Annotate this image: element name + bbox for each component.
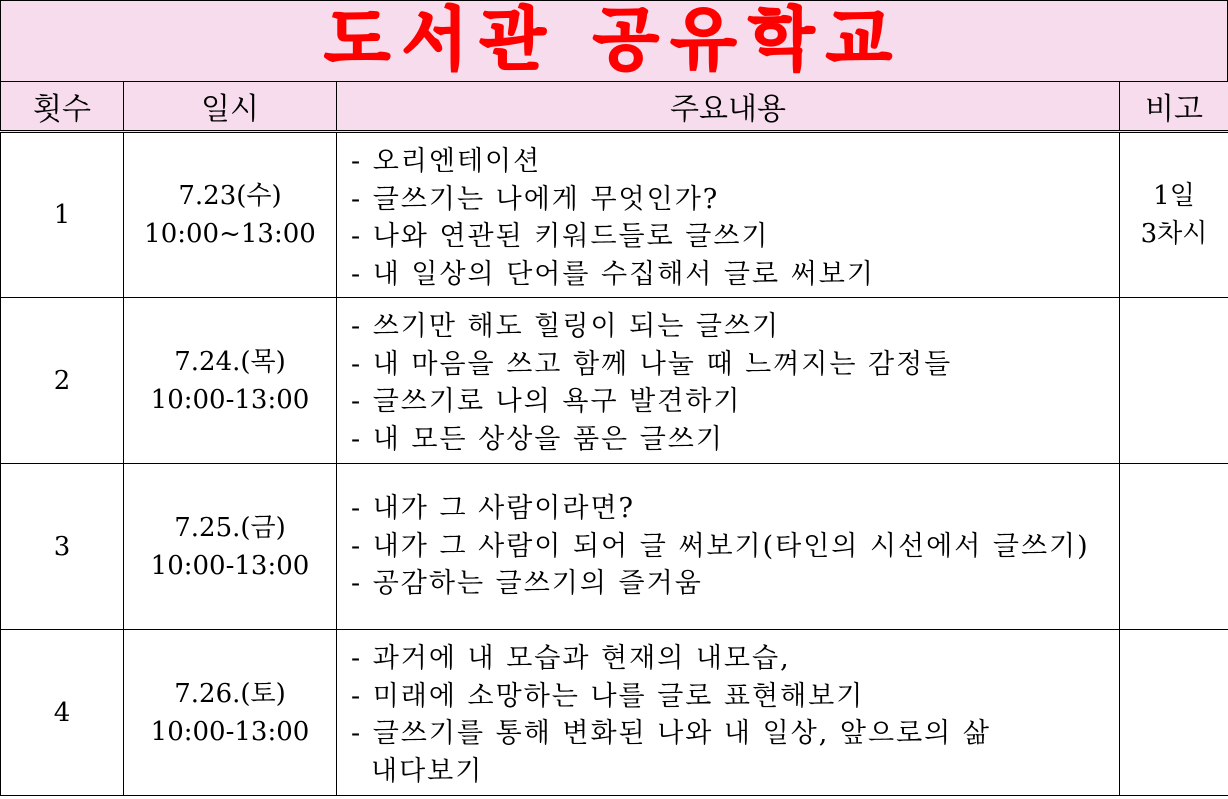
header-content: 주요내용	[337, 82, 1120, 132]
session-content	[337, 464, 1120, 630]
table-row	[1, 630, 1228, 796]
table-row	[1, 464, 1228, 630]
session-note	[1120, 464, 1228, 630]
content-line: - 나와 연관된 키워드들로 글쓰기	[351, 221, 770, 252]
content-line: - 공감하는 글쓰기의 즐거움	[351, 568, 703, 600]
note-line: 3차시	[1140, 219, 1208, 249]
session-date: 7.23(수)	[178, 181, 282, 211]
session-content	[337, 132, 1120, 298]
session-number: 4	[1, 630, 124, 796]
header-datetime: 일시	[124, 82, 337, 132]
content-line: - 글쓰기를 통해 변화된 나와 내 일상, 앞으로의 삶	[351, 718, 991, 749]
content-line: 내다보기	[371, 755, 484, 787]
session-content	[337, 630, 1120, 796]
session-note	[1120, 630, 1228, 796]
header-note: 비고	[1120, 82, 1228, 132]
session-time: 10:00~13:00	[144, 219, 316, 249]
content-line: - 글쓰기로 나의 욕구 발견하기	[351, 386, 742, 417]
session-date: 7.26.(토)	[174, 678, 286, 709]
content-line: - 내가 그 사람이 되어 글 써보기(타인의 시선에서 글쓰기)	[351, 530, 1090, 562]
table-row	[1, 298, 1228, 464]
header-row	[1, 82, 1228, 132]
session-time: 10:00-13:00	[150, 550, 310, 581]
content-line: - 과거에 내 모습과 현재의 내모습,	[351, 643, 791, 674]
title-bar	[0, 0, 1228, 81]
session-time: 10:00-13:00	[150, 716, 310, 747]
content-line: - 내 모든 상상을 품은 글쓰기	[351, 423, 724, 455]
content-line: - 미래에 소망하는 나를 글로 표현해보기	[351, 680, 865, 712]
session-time: 10:00-13:00	[150, 384, 310, 415]
session-number: 3	[1, 464, 124, 630]
schedule-table	[0, 81, 1228, 796]
content-line: - 내 마음을 쓰고 함께 나눌 때 느껴지는 감정들	[351, 348, 953, 380]
session-note	[1120, 298, 1228, 464]
session-datetime	[124, 132, 337, 298]
header-session: 횟수	[1, 82, 124, 132]
session-datetime	[124, 630, 337, 796]
session-date: 7.25.(금)	[174, 512, 286, 543]
session-datetime	[124, 298, 337, 464]
session-number: 2	[1, 298, 124, 464]
session-content	[337, 298, 1120, 464]
session-note	[1120, 132, 1228, 298]
session-datetime	[124, 464, 337, 630]
page-title: 도서관 공유학교	[324, 1, 904, 80]
table-row	[1, 132, 1228, 298]
note-line: 1일	[1153, 181, 1195, 211]
content-line: - 오리엔테이션	[351, 146, 542, 177]
session-number: 1	[1, 132, 124, 298]
content-line: - 글쓰기는 나에게 무엇인가?	[351, 183, 720, 215]
session-date: 7.24.(목)	[174, 346, 286, 377]
content-line: - 내가 그 사람이라면?	[351, 493, 636, 525]
content-line: - 쓰기만 해도 힐링이 되는 글쓰기	[351, 311, 781, 342]
content-line: - 내 일상의 단어를 수집해서 글로 써보기	[351, 258, 875, 290]
